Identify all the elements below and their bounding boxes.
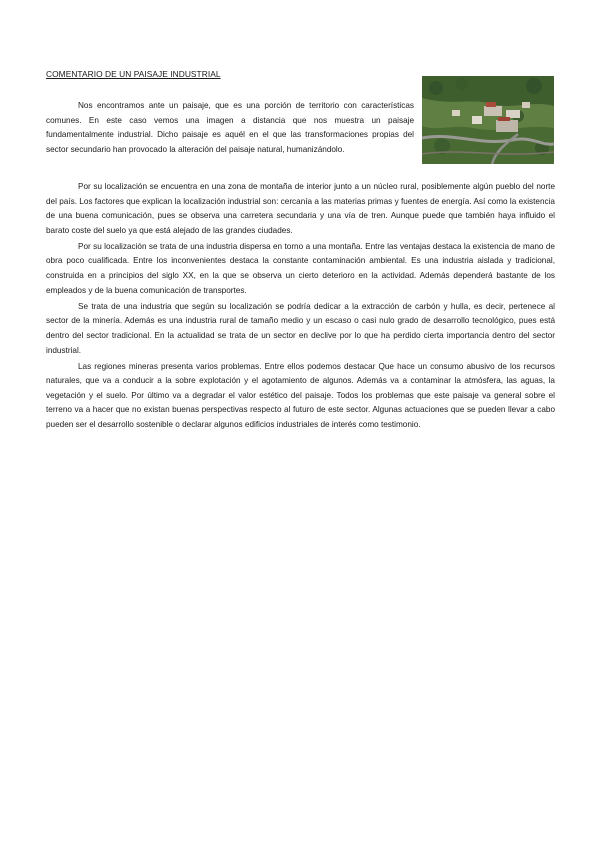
document-title: COMENTARIO DE UN PAISAJE INDUSTRIAL <box>46 69 221 79</box>
intro-paragraph: Nos encontramos ante un paisaje, que es una porción de territorio con características comunes. En este caso vemos una imagen a distancia que nos muestra un paisaje fundamentalmente industrial. Dicho paisaje es aquél en el que las transformaciones propias del sector secundario han provocado la alteración del paisaje natural, humanizándolo. <box>46 101 414 154</box>
body-paragraph: Por su localización se encuentra en una zona de montaña de interior junto a un núcleo rural, posiblemente algún pueblo del norte del país. Los factores que explican la localización industrial son: cercanía a las materias primas y fuentes de energía. Así como la existencia de una buena comunicación, pues se observa una carretera secundaria y una vía de tren. Aunque puede que también haya influido el barato coste del suelo ya que está alejado de las grandes ciudades. <box>46 182 555 235</box>
document-body <box>46 180 555 434</box>
industrial-landscape-photo <box>422 76 554 164</box>
body-paragraph: Se trata de una industria que según su localización se podría dedicar a la extracción de carbón y hulla, es decir, pertenece al sector de la minería. Además es una industria rural de tamaño medio y un escaso o casi nulo grado de desarrollo tecnológico, pues está dentro del sector tradicional. En la actualidad se trata de un sector en declive por lo que ha perdido cierta importancia dentro del sector industrial. <box>46 301 555 355</box>
body-paragraph: Las regiones mineras presenta varios problemas. Entre ellos podemos destacar Que hace un consumo abusivo de los recursos naturales, que va a conducir a la sobre explotación y el agotamiento de algunos. Además va a contaminar la atmósfera, las aguas, la vegetación y el suelo. Por último va a degradar el valor estético del paisaje. Todos los problemas que este paisaje va general sobre el terreno va a hacer que no existan buenas perspectivas respecto al futuro de este sector. Algunas actuaciones que se pueden llevar a cabo pueden ser el desarrollo sostenible o declarar algunos edificios industriales de interés como testimonio. <box>46 361 555 429</box>
body-paragraph: Por su localización se trata de una industria dispersa en torno a una montaña. Entre las ventajas destaca la existencia de mano de obra poco cualificada. Entre los inconvenientes destaca la constante contaminación ambiental. Es una industria aislada y tradicional, construida en a principios del siglo XX, en la que se observa un cierto deterioro en la actividad. Además dependerá bastante de los empleados y de la buena comunicación de transportes. <box>46 241 555 295</box>
